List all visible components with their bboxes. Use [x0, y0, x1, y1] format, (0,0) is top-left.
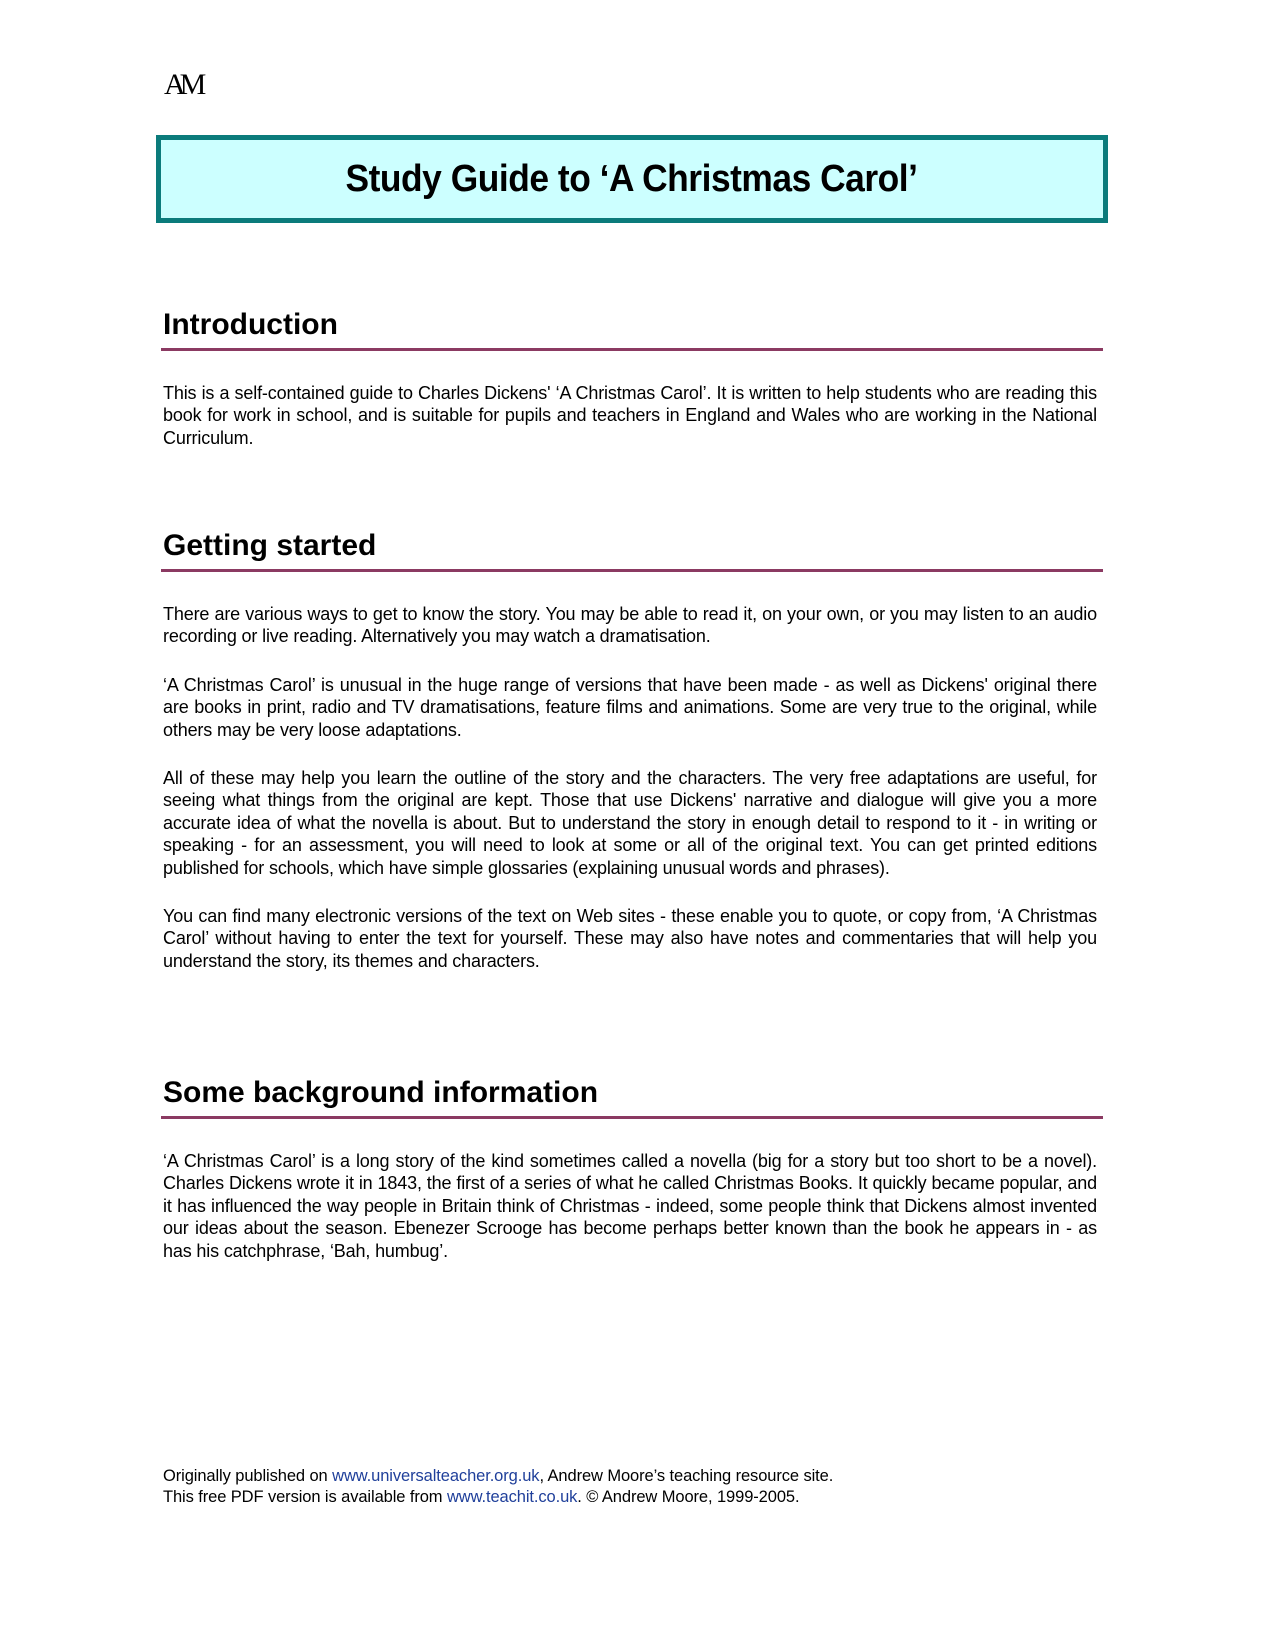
- teachit-link[interactable]: www.teachit.co.uk: [446, 1487, 578, 1506]
- footer-text: Originally published on: [163, 1467, 333, 1485]
- section-heading: Getting started: [161, 528, 1103, 572]
- footer-line-2: [163, 1487, 833, 1508]
- footer: [163, 1466, 833, 1507]
- paragraph: There are various ways to get to know the story. You may be able to read it, on your own, or you may listen to an audio recording or live reading. Alternatively you may watch a dramatisation.: [163, 604, 1097, 647]
- section-body: [163, 1150, 1103, 1262]
- section-background-information: [163, 1075, 1103, 1262]
- section-heading: Introduction: [161, 307, 1103, 351]
- author-logo: AM: [164, 68, 201, 101]
- section-introduction: [163, 307, 1103, 449]
- paragraph: This is a self-contained guide to Charles Dickens' ‘A Christmas Carol’. It is written to help students who are reading this book for work in school, and is suitable for pupils and teachers in England and Wales who are working in the National Curriculum.: [163, 383, 1097, 448]
- footer-text: This free PDF version is available from: [163, 1487, 447, 1506]
- footer-line-1: [163, 1466, 833, 1487]
- title-banner: [156, 135, 1108, 223]
- footer-text: . © Andrew Moore, 1999-2005.: [577, 1487, 800, 1506]
- section-heading: Some background information: [161, 1075, 1103, 1119]
- universalteacher-link[interactable]: www.universalteacher.org.uk: [332, 1467, 540, 1485]
- paragraph: All of these may help you learn the outline of the story and the characters. The very free adaptations are useful, for seeing what things from the original are kept. Those that use Dickens' narrative and dialogue will give you a more accurate idea of what the novella is about. But to understand the story in enough detail to respond to it - in writing or speaking - for an assessment, you will need to look at some or all of the original text. You can get printed editions published for schools, which have simple glossaries (explaining unusual words and phrases).: [163, 768, 1097, 878]
- section-body: [163, 603, 1103, 972]
- section-getting-started: [163, 528, 1103, 972]
- paragraph: You can find many electronic versions of the text on Web sites - these enable you to quote, or copy from, ‘A Christmas Carol’ without having to enter the text for yourself. These may also have notes and commentaries that will help you understand the story, its themes and characters.: [163, 906, 1097, 971]
- footer-text: , Andrew Moore’s teaching resource site.: [539, 1467, 834, 1485]
- page-title: Study Guide to ‘A Christmas Carol’: [346, 157, 918, 200]
- paragraph: ‘A Christmas Carol’ is unusual in the huge range of versions that have been made - as well as Dickens' original there are books in print, radio and TV dramatisations, feature films and animations. Some are very true to the original, while others may be very loose adaptations.: [163, 674, 1097, 740]
- section-body: [163, 382, 1103, 449]
- paragraph: ‘A Christmas Carol’ is a long story of the kind sometimes called a novella (big for a story but too short to be a novel). Charles Dickens wrote it in 1843, the first of a series of what he called Christmas Books. It quickly became popular, and it has influenced the way people in Britain think of Christmas - indeed, some people think that Dickens almost invented our ideas about the season. Ebenezer Scrooge has become perhaps better known than the book he appears in - as has his catchphrase, ‘Bah, humbug’.: [163, 1151, 1097, 1261]
